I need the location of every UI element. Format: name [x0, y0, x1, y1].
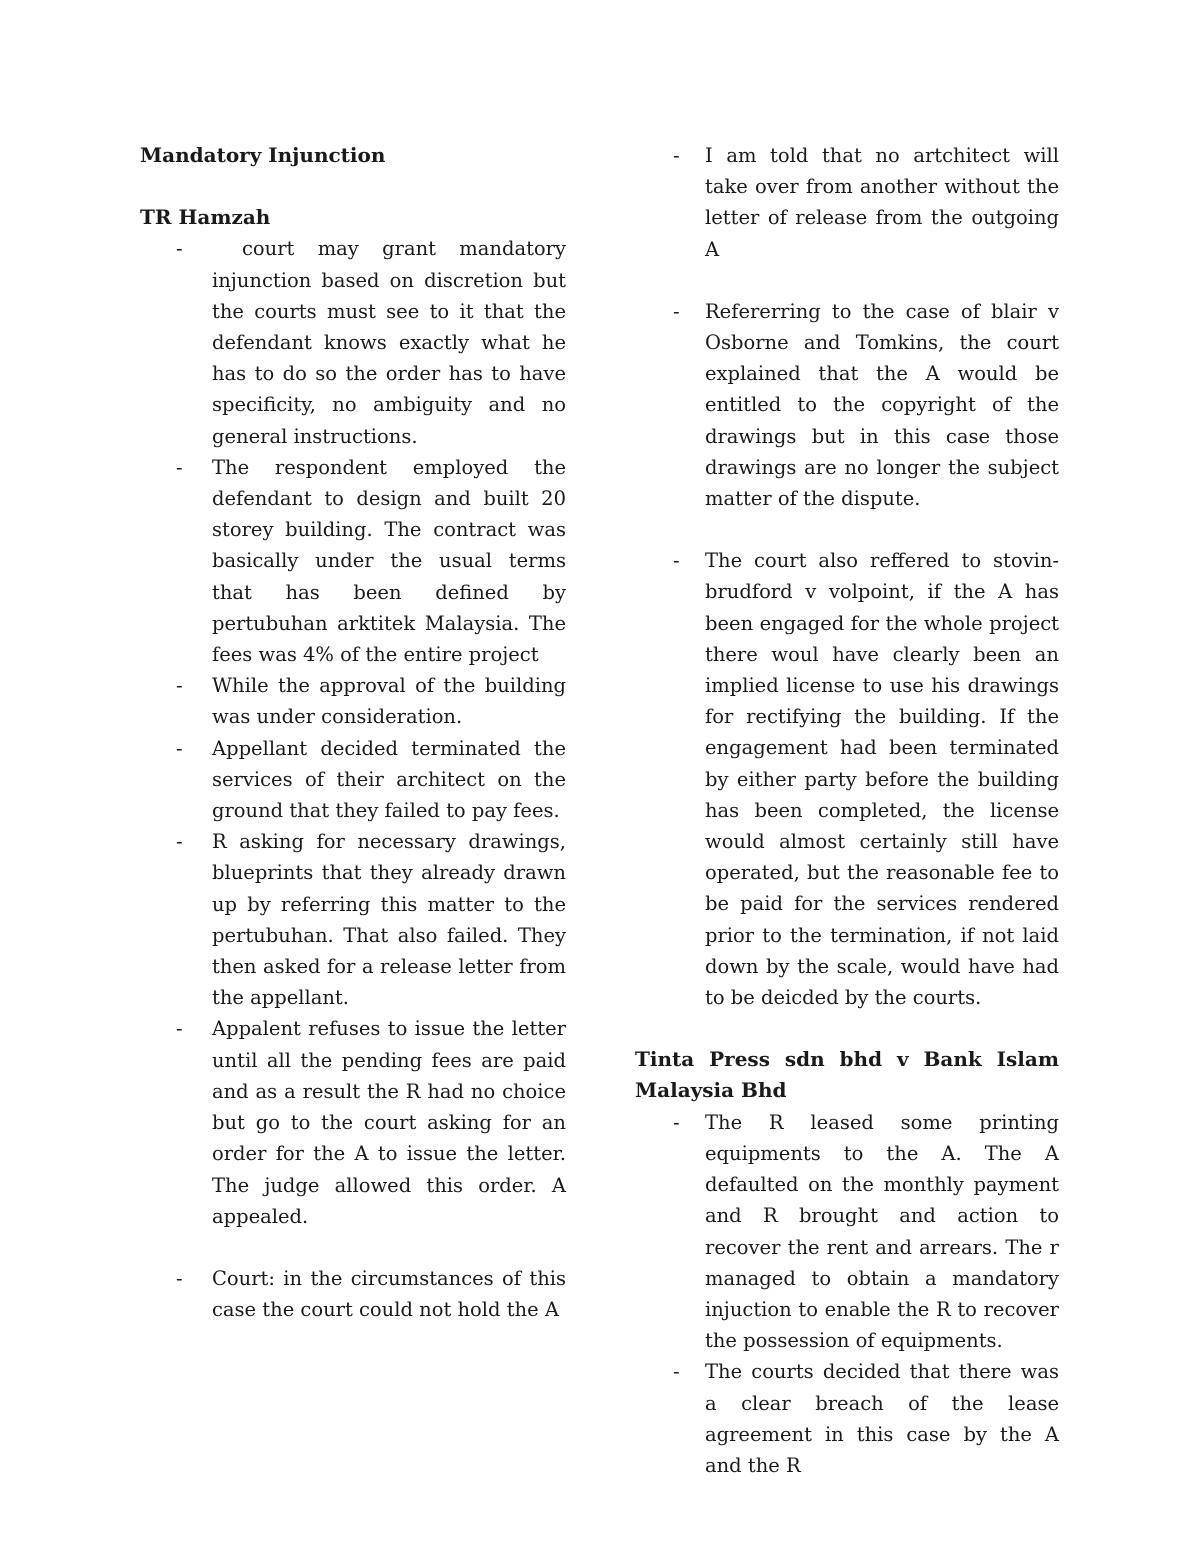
- tr-hamzah-continued-points: [635, 140, 1059, 1013]
- list-item: [140, 233, 566, 451]
- list-item: [140, 452, 566, 670]
- list-item-text: The courts decided that there was a clear breach of the lease agreement in this case by the A and the R: [705, 1360, 1059, 1477]
- dash-bullet: -: [176, 1017, 183, 1041]
- dash-bullet: -: [176, 455, 183, 479]
- list-item: [635, 296, 1059, 514]
- dash-bullet: -: [176, 237, 183, 261]
- case-heading-tr-hamzah: TR Hamzah: [140, 205, 271, 230]
- list-item: [635, 1356, 1059, 1481]
- list-item: [635, 140, 1059, 265]
- dash-bullet: -: [673, 549, 680, 573]
- dash-bullet: -: [673, 299, 680, 323]
- list-item: [635, 545, 1059, 1013]
- dash-bullet: -: [673, 144, 680, 167]
- list-item-text: While the approval of the building was under consideration.: [212, 674, 566, 729]
- dash-bullet: -: [673, 1360, 680, 1384]
- tinta-press-points: [635, 1107, 1059, 1481]
- dash-bullet: -: [176, 674, 183, 698]
- list-item: [140, 826, 566, 1013]
- list-item-text: The R leased some printing equipments to the A. The A defaulted on the monthly payment and R brought and action to recover the rent and arrears. The r managed to obtain a mandatory injuction to enable the R to recover the possession of equipments.: [705, 1110, 1059, 1353]
- dash-bullet: -: [176, 830, 183, 854]
- list-item: [140, 670, 566, 732]
- list-item-text: Appellant decided terminated the services of their architect on the ground that they failed to pay fees.: [212, 736, 566, 823]
- list-item-text: Court: in the circumstances of this case the court could not hold the A: [212, 1266, 566, 1322]
- right-column: [635, 140, 1059, 1481]
- list-item: [635, 1107, 1059, 1357]
- case-heading-tinta-press: Tinta Press sdn bhd v Bank Islam Malaysia Bhd: [635, 1047, 1059, 1103]
- list-item-text: The court also reffered to stovin-brudford v volpoint, if the A has been engaged for the whole project there woul have clearly been an implied license to use his drawings for rectifying the building. If the engagement had been terminated by either party before the building has been completed, the license would almost certainly still have operated, but the reasonable fee to be paid for the services rendered prior to the termination, if not laid down by the scale, would have had to be deicded by the courts.: [705, 549, 1059, 1010]
- left-column: [140, 140, 566, 1325]
- list-item: [140, 1013, 566, 1231]
- list-item-text: R asking for necessary drawings, blueprints that they already drawn up by referring this matter to the pertubuhan. That also failed. They then asked for a release letter from the appellant.: [212, 830, 566, 1010]
- tr-hamzah-points: [140, 233, 566, 1325]
- list-item: [140, 1263, 566, 1325]
- list-item-text: court may grant mandatory injunction based on discretion but the courts must see to it that the defendant knows exactly what he has to do so the order has to have specificity, no ambiguity and no general instructions.: [212, 237, 566, 448]
- list-item-text: Refererring to the case of blair v Osborne and Tomkins, the court explained that the A would be entitled to the copyright of the drawings but in this case those drawings are no longer the subject matter of the dispute.: [705, 299, 1059, 511]
- dash-bullet: -: [176, 736, 183, 760]
- dash-bullet: -: [176, 1266, 183, 1290]
- dash-bullet: -: [673, 1110, 680, 1134]
- document-title: Mandatory Injunction: [140, 143, 386, 167]
- list-item-text: The respondent employed the defendant to design and built 20 storey building. The contract was basically under the usual terms that has been defined by pertubuhan arktitek Malaysia. The fees was 4% of the entire project: [212, 455, 566, 667]
- list-item-text: I am told that no artchitect will take over from another without the letter of release from the outgoing A: [705, 144, 1059, 261]
- list-item-text: Appalent refuses to issue the letter until all the pending fees are paid and as a result the R had no choice but go to the court asking for an order for the A to issue the letter. The judge allowed this order. A appealed.: [212, 1017, 566, 1228]
- list-item: [140, 733, 566, 827]
